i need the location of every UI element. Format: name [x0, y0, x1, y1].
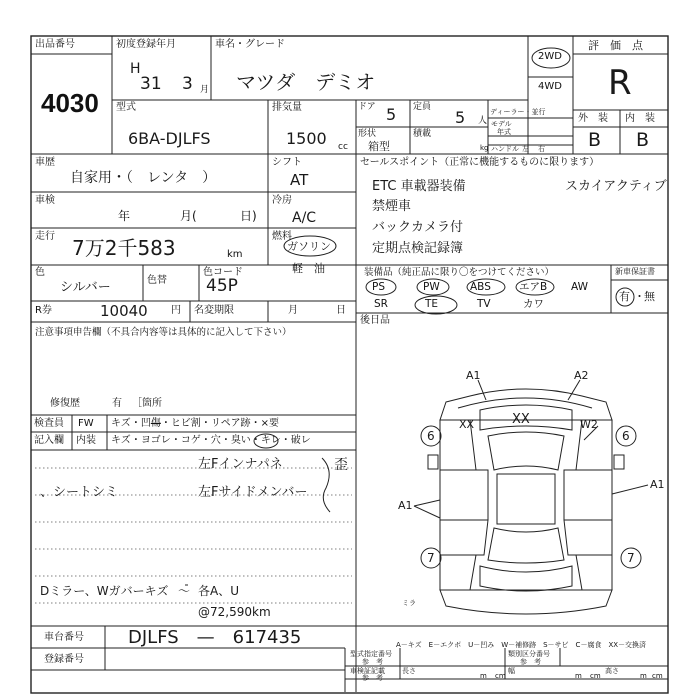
handle-left: 左 [522, 145, 529, 153]
history-label: 車歴 [35, 157, 55, 168]
interior-item-tear: 破レ [290, 435, 311, 446]
name-change-day: 日 [336, 305, 346, 316]
sep: ・ [160, 418, 171, 429]
mileage-unit: km [227, 249, 243, 260]
car-name: マツダ デミオ [236, 70, 376, 94]
leader-a1-left [414, 500, 440, 506]
fw-item-dent: 凹 [140, 418, 151, 429]
color-code-label: 色コード [203, 267, 243, 278]
width-unit-cm: cm [590, 672, 601, 680]
interior-item-cut: キレ [260, 435, 281, 446]
ac-value: A/C [292, 210, 317, 226]
car-left-front-door [440, 470, 488, 520]
diagram-label-7-left: 7 [427, 551, 435, 565]
inspector-label2: 記入欄 [34, 435, 64, 446]
fuel-label: 燃料 [272, 231, 292, 242]
fw-item-need: ×要 [260, 418, 280, 429]
inspection-day: 日) [240, 209, 257, 223]
fw-item-scratch: キズ [111, 418, 131, 429]
interior-item-hole: 穴 [210, 435, 221, 446]
diagram-label-a2-front: A2 [574, 369, 589, 382]
equip-aw: AW [571, 281, 588, 293]
drive-2wd: 2WD [538, 51, 562, 62]
length-unit-m: m [480, 672, 487, 680]
diagram-label-7-right: 7 [627, 551, 635, 565]
car-name-label: 車名・グレード [215, 39, 285, 50]
shift-value: AT [290, 171, 309, 189]
fw-item-crack: ヒビ割 [170, 418, 201, 429]
leader-a1-left2 [414, 506, 440, 518]
history-value: 自家用・（ レンタ ） [70, 170, 217, 186]
interior-item-smell: 臭い [230, 435, 251, 446]
model-value: 6BA-DJLFS [128, 129, 211, 148]
diagram-label-a1-left: A1 [398, 499, 413, 512]
inspection-month: 月( [180, 209, 197, 223]
color-change-label: 色替 [147, 275, 167, 286]
seats-value: 5 [455, 108, 466, 127]
inspector-label1: 検査員 [34, 418, 64, 429]
ac-label: 冷房 [272, 195, 292, 206]
warranty-no: 無 [644, 290, 655, 303]
shift-label: シフト [272, 157, 302, 168]
diagram-mirror-text: ミラ [402, 599, 416, 607]
remark-side: 歪 [334, 457, 348, 473]
shape-value: 箱型 [368, 140, 390, 153]
dealer-label: ディーラー・並行 [490, 108, 546, 116]
color-value: シルバー [60, 280, 111, 295]
interior-item-scratch: キズ [111, 435, 131, 446]
load-unit: kg [480, 144, 489, 152]
fuel-gasoline: ガソリン [287, 240, 331, 253]
sep: ・ [220, 435, 231, 446]
registration-label: 登録番号 [44, 654, 84, 665]
diagram-label-w2: W2 [580, 418, 598, 431]
car-right-rear-fender [576, 555, 612, 590]
exterior-value: B [588, 129, 602, 151]
color-label: 色 [35, 267, 45, 278]
name-change-label: 名変期限 [194, 305, 234, 316]
shape-label: 形状 [358, 129, 377, 139]
first-registration-era: H [130, 61, 141, 77]
rating-label: 評 価 点 [588, 39, 643, 52]
sep: ・ [130, 418, 141, 429]
height-unit-cm: cm [652, 672, 663, 680]
notes-label: 注意事項申告欄（不具合内容等は具体的に記入して下さい） [35, 327, 292, 338]
equip-ps: PS [372, 281, 385, 293]
fw-item-repair: リペア跡 [210, 418, 251, 429]
recycle-value: 10040 [100, 302, 148, 320]
diagram-label-6-left: 6 [427, 429, 435, 443]
equip-leather: カワ [523, 298, 544, 310]
mileage-label: 走行 [35, 231, 55, 242]
lot-number-label: 出品番号 [35, 39, 75, 50]
remark-line-5: 各A、U [198, 584, 239, 598]
seats-label: 定員 [413, 102, 432, 112]
inspection-label: 車検 [35, 195, 55, 206]
car-right-rear-door [564, 520, 612, 555]
car-left-rear-fender [440, 555, 476, 590]
chassis-value: DJLFS — 617435 [128, 627, 302, 648]
chassis-label: 車台番号 [44, 632, 84, 643]
warranty-sep: ・ [634, 290, 645, 303]
sale-point-5: 定期点検記録簿 [372, 241, 464, 256]
car-left-mirror [428, 455, 438, 469]
car-diagram [414, 380, 648, 614]
sale-point-1: ETC 車載器装備 [372, 179, 466, 194]
height-label: 高さ [605, 667, 619, 675]
equip-tv: TV [477, 298, 491, 310]
height-unit-m: m [640, 672, 647, 680]
repair-history-label: 修復歴 [50, 398, 80, 409]
sep: ・ [250, 418, 261, 429]
load-label: 積載 [413, 129, 432, 139]
displacement-label: 排気量 [272, 102, 302, 113]
model-label: 型式 [116, 102, 136, 113]
sale-point-3: 禁煙車 [372, 199, 412, 214]
sep: ・ [200, 418, 211, 429]
length-label: 長さ [402, 667, 416, 675]
model-year-label2: 年式 [497, 128, 511, 136]
sep: ・ [170, 435, 181, 446]
remark-brace [322, 458, 330, 512]
equip-te: TE [425, 298, 439, 310]
car-right-front-door [564, 470, 612, 520]
first-registration-label: 初度登録年月 [116, 39, 176, 50]
diagram-label-6-right: 6 [622, 429, 630, 443]
car-front-bumper [458, 398, 592, 408]
warranty-label: 新車保証書 [615, 267, 655, 276]
interior-label: 内 装 [625, 113, 655, 124]
mileage-value: 7万2千583 [72, 236, 176, 260]
lot-number: 4030 [41, 88, 99, 118]
model-designation-label: 型式指定番号 [350, 650, 392, 658]
length-unit-cm: cm [495, 672, 506, 680]
inspection-cert-sub: 参 考 [362, 674, 383, 682]
handle-right: 右 [538, 145, 545, 153]
diagram-label-a1-front: A1 [466, 369, 481, 382]
equip-airbag: エアB [519, 281, 548, 293]
aftermarket-label: 後日品 [360, 315, 390, 326]
color-code: 45P [206, 276, 238, 296]
fw-item-struck: 傷 [150, 418, 161, 429]
interior-value: B [636, 129, 650, 151]
car-windshield [488, 432, 564, 470]
first-registration-month-unit: 月 [200, 85, 210, 95]
seats-unit: 人 [478, 116, 488, 126]
name-change-month: 月 [288, 305, 298, 316]
equip-pw: PW [423, 281, 440, 293]
width-label: 幅 [508, 667, 515, 675]
repair-history-place: ［箇所 [132, 398, 162, 409]
exterior-label: 外 装 [578, 113, 608, 124]
diagram-label-xx-left: XX [459, 418, 475, 431]
doors-value: 5 [386, 105, 397, 124]
car-trunk [480, 566, 572, 591]
fuel-diesel: 軽 油 [292, 262, 325, 275]
recycle-label: R券 [35, 305, 52, 316]
rating-value: R [608, 63, 632, 103]
diagram-label-xx-hood: XX [512, 412, 530, 427]
interior-items [111, 436, 311, 446]
recycle-unit: 円 [171, 305, 181, 316]
category-label: 類別区分番号 [508, 650, 550, 658]
car-rear-window [488, 528, 564, 563]
equip-sr: SR [374, 298, 388, 310]
car-rear-outline [440, 590, 612, 614]
remark-line-3: 、シートシミ [40, 485, 119, 500]
warranty-yes: 有 [619, 290, 630, 303]
first-registration-month: 3 [182, 74, 193, 94]
remark-tilde: ～ [178, 584, 191, 598]
sep: ・ [250, 435, 261, 446]
model-year-label1: モデル [491, 120, 512, 128]
inspection-year: 年 [118, 209, 131, 223]
equipment-label: 装備品（純正品に限り〇をつけてください） [364, 267, 555, 278]
remark-line-2: 左Fサイドメンバー [198, 485, 308, 500]
sep: ・ [280, 435, 291, 446]
inspector-fw: FW [78, 418, 94, 429]
model-designation-sub: 参 考 [362, 658, 383, 666]
leader-a2-front [568, 380, 580, 400]
remark-line-6: @72,590km [198, 605, 271, 619]
car-roof [497, 474, 555, 524]
inspector-interior: 内装 [76, 435, 96, 446]
fw-items [111, 419, 279, 429]
drive-4wd: 4WD [538, 81, 562, 92]
handle-label: ハンドル [491, 145, 519, 153]
equip-abs: ABS [470, 281, 491, 293]
leader-a1-front [478, 380, 486, 400]
car-left-rear-door [440, 520, 488, 555]
interior-item-burn: コゲ [180, 435, 201, 446]
width-unit-m: m [575, 672, 582, 680]
category-sub: 参 考 [520, 658, 541, 666]
sale-point-4: バックカメラ付 [372, 220, 464, 235]
car-right-mirror [614, 455, 624, 469]
displacement-unit: cc [338, 142, 348, 152]
sale-points-label: セールスポイント（正常に機能するものに限ります） [360, 157, 600, 168]
sep: ・ [130, 435, 141, 446]
doors-label: ドア [358, 102, 376, 112]
leader-a1-right [612, 485, 648, 494]
interior-item-dirt: ヨゴレ [140, 435, 171, 446]
sale-point-2: スカイアクティブ [565, 179, 667, 194]
displacement-value: 1500 [286, 129, 327, 148]
inspection-cert-label: 車検証記載 [350, 667, 385, 675]
remark-line-1: 左Fインナパネ [198, 457, 283, 472]
diagram-legend: A－キズ E－エクボ U－凹み W－補修跡 S－サビ C－腐食 XX－交換済 [396, 641, 647, 649]
remark-line-4: Dミラー、Wガバーキズ [40, 584, 169, 598]
repair-history-value: 有 [112, 398, 122, 409]
diagram-label-a1-right: A1 [650, 478, 665, 491]
first-registration-year: 31 [140, 74, 162, 94]
sep: ・ [200, 435, 211, 446]
